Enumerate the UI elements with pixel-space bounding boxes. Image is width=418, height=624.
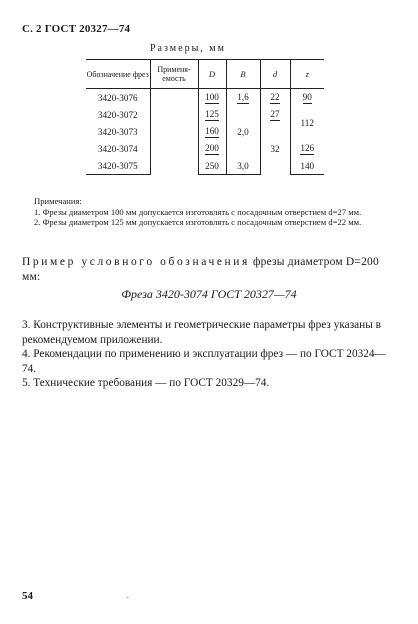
cell-D: 250 bbox=[198, 157, 226, 175]
cell-d: 22 bbox=[260, 89, 290, 107]
running-header: С. 2 ГОСТ 20327—74 bbox=[22, 23, 131, 35]
cell-z: 90 bbox=[290, 89, 324, 107]
cell-z: 140 bbox=[290, 157, 324, 175]
cell-designation: 3420-3072 bbox=[97, 109, 138, 120]
cell-designation: 3420-3073 bbox=[97, 126, 138, 137]
cell-applicability bbox=[150, 106, 198, 175]
example-designation: Фреза 3420-3074 ГОСТ 20327—74 bbox=[121, 287, 297, 301]
cell-applicability bbox=[150, 89, 198, 107]
col-header-applicability: Применя-емость bbox=[150, 60, 198, 89]
col-header-d: d bbox=[260, 60, 290, 89]
table-row bbox=[86, 106, 324, 123]
note-2: 2. Фрезы диаметром 125 мм допускается изготовлять с посадочным отверстием d=22 мм. bbox=[34, 217, 362, 227]
cell-B: 3,0 bbox=[226, 157, 260, 175]
paragraph-3: 3. Конструктивные элементы и геометрические параметры фрез указаны в рекомендуемом приложении. bbox=[22, 319, 381, 346]
cell-D: 200 bbox=[198, 140, 226, 157]
note-1: 1. Фрезы диаметром 100 мм допускается изготовлять с посадочным отверстием d=27 мм. bbox=[34, 206, 362, 217]
table-row bbox=[86, 89, 324, 107]
example-rest: фрезы диаметром D=200 мм: bbox=[22, 256, 379, 283]
cell-designation: 3420-3076 bbox=[97, 92, 138, 103]
col-header-B: B bbox=[226, 60, 260, 89]
notes-block bbox=[22, 196, 394, 228]
cell-z: 112 bbox=[290, 106, 324, 140]
cell-designation: 3420-3074 bbox=[97, 143, 138, 154]
col-header-z: z bbox=[290, 60, 324, 89]
cell-D: 100 bbox=[198, 89, 226, 107]
cell-D: 160 bbox=[198, 123, 226, 140]
table-row bbox=[86, 123, 324, 140]
example-lead: Пример условного обозначения bbox=[22, 256, 250, 268]
cell-d: 32 bbox=[260, 123, 290, 175]
example-paragraph bbox=[22, 255, 394, 285]
cell-designation: 3420-3075 bbox=[86, 157, 150, 175]
paragraph-5: 5. Технические требования — по ГОСТ 20329—74. bbox=[22, 377, 270, 389]
page-number: 54 bbox=[22, 590, 33, 602]
cell-B: 2,0 bbox=[226, 106, 260, 157]
dimensions-table bbox=[86, 59, 324, 175]
cell-z: 126 bbox=[290, 140, 324, 157]
table-header-row bbox=[86, 60, 324, 89]
col-header-designation: Обозначение фрез bbox=[86, 60, 150, 89]
footer-mark: - bbox=[126, 592, 129, 602]
cell-B: 1,6 bbox=[226, 89, 260, 107]
table-caption: Размеры, мм bbox=[150, 43, 226, 54]
cell-d: 27 bbox=[260, 106, 290, 123]
cell-D: 125 bbox=[198, 106, 226, 123]
notes-title: Примечания: bbox=[34, 196, 82, 206]
col-header-D: D bbox=[198, 60, 226, 89]
paragraph-4: 4. Рекомендации по применению и эксплуатации фрез — по ГОСТ 20324—74. bbox=[22, 348, 386, 375]
